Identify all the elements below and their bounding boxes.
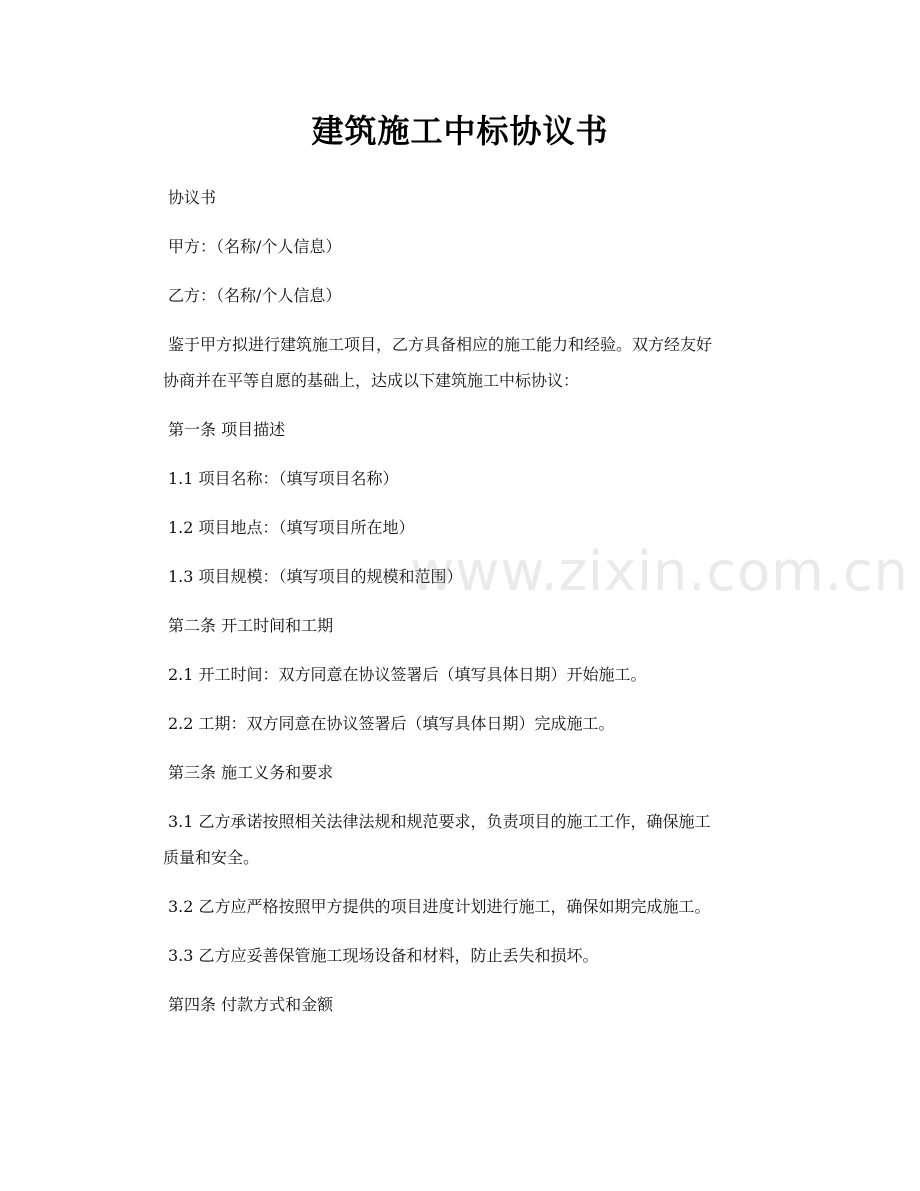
paragraph-preamble <box>163 327 768 399</box>
clause-2-1: 2.1 开工时间：双方同意在协议签署后（填写具体日期）开始施工。 <box>168 665 647 684</box>
clause-3-1-line1: 3.1 乙方承诺按照相关法律法规和规范要求，负责项目的施工工作，确保施工 <box>168 812 711 831</box>
section-heading-3: 第三条 施工义务和要求 <box>168 763 334 782</box>
clause-1-1: 1.1 项目名称：（填写项目名称） <box>168 469 399 488</box>
paragraph-heading-agreement: 协议书 <box>168 188 217 207</box>
clause-3-1-line2: 质量和安全。 <box>163 848 260 867</box>
paragraph-preamble-line2: 协商并在平等自愿的基础上，达成以下建筑施工中标协议： <box>163 371 580 390</box>
section-heading-2: 第二条 开工时间和工期 <box>168 616 334 635</box>
clause-3-3: 3.3 乙方应妥善保管施工现场设备和材料，防止丢失和损坏。 <box>168 946 599 965</box>
section-heading-1: 第一条 项目描述 <box>168 420 286 439</box>
clause-1-2: 1.2 项目地点：（填写项目所在地） <box>168 518 415 537</box>
section-heading-4: 第四条 付款方式和金额 <box>168 995 334 1014</box>
document-body <box>163 180 768 1036</box>
clause-2-2: 2.2 工期：双方同意在协议签署后（填写具体日期）完成施工。 <box>168 714 615 733</box>
paragraph-preamble-line1: 鉴于甲方拟进行建筑施工项目，乙方具备相应的施工能力和经验。双方经友好 <box>168 335 713 354</box>
clause-3-2: 3.2 乙方应严格按照甲方提供的项目进度计划进行施工，确保如期完成施工。 <box>168 897 711 916</box>
paragraph-party-b: 乙方：（名称/个人信息） <box>168 286 342 305</box>
clause-1-3: 1.3 项目规模：（填写项目的规模和范围） <box>168 567 463 586</box>
watermark: www.zixin.com.cn <box>410 540 909 603</box>
document-title: 建筑施工中标协议书 <box>311 112 609 150</box>
paragraph-party-a: 甲方：（名称/个人信息） <box>168 237 342 256</box>
clause-3-1 <box>163 804 768 876</box>
